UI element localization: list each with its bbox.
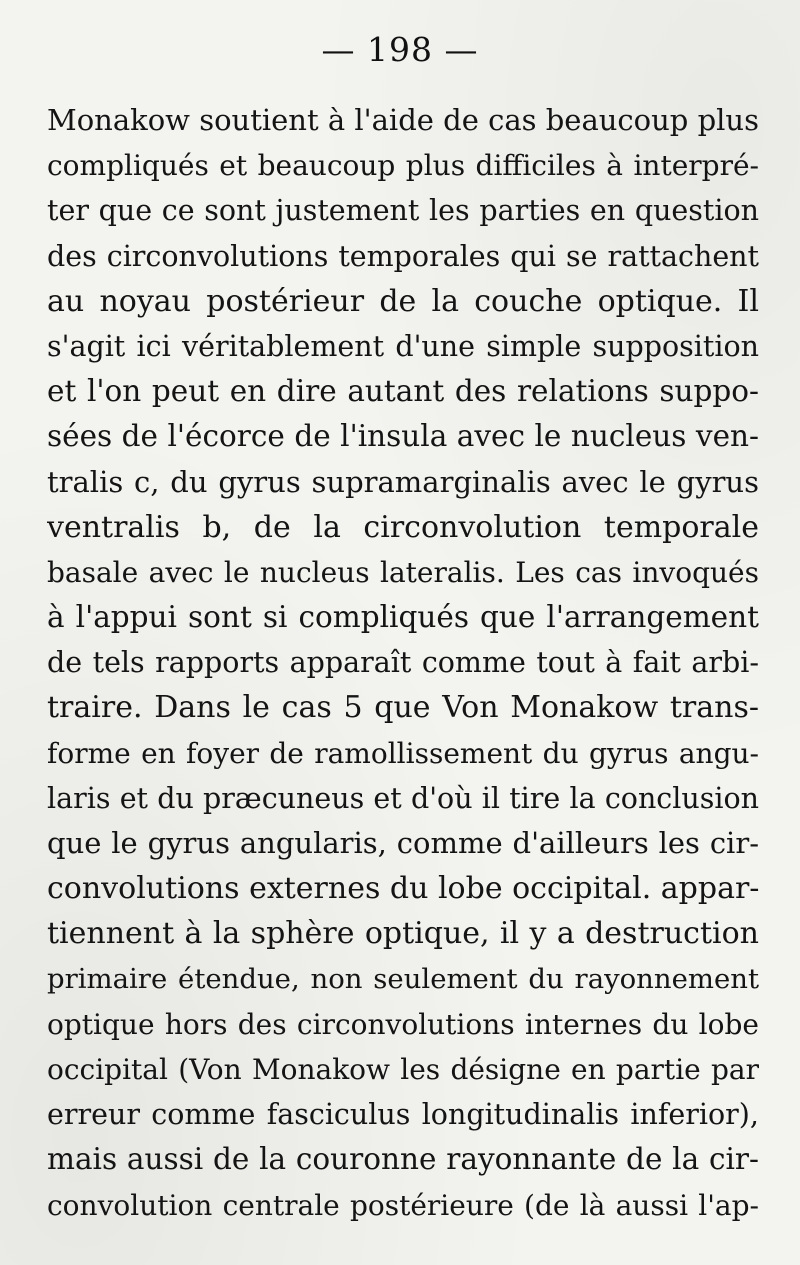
text-line: convolution centrale postérieure (de là aussi l'ap- xyxy=(47,1188,759,1222)
text-line: traire. Dans le cas 5 que Von Monakow trans- xyxy=(47,690,759,726)
text-line: convolutions externes du lobe occipital. appar- xyxy=(47,871,759,907)
text-line: s'agit ici véritablement d'une simple supposition xyxy=(47,329,759,363)
text-line: au noyau postérieur de la couche optique. Il xyxy=(47,283,759,319)
body-text xyxy=(47,98,759,1228)
text-line: laris et du præcuneus et d'où il tire la conclusion xyxy=(47,781,759,815)
text-line: et l'on peut en dire autant des relations suppo- xyxy=(47,374,759,409)
text-line: forme en foyer de ramollissement du gyrus angu- xyxy=(47,736,759,770)
text-line: des circonvolutions temporales qui se rattachent xyxy=(47,239,759,273)
text-line: erreur comme fasciculus longitudinalis inferior), xyxy=(47,1098,759,1132)
text-line: à l'appui sont si compliqués que l'arrangement xyxy=(47,600,759,635)
text-line: ventralis b, de la circonvolution temporale xyxy=(47,509,759,545)
text-line: tralis c, du gyrus supramarginalis avec le gyrus xyxy=(47,464,759,499)
text-line: compliqués et beaucoup plus difficiles à interpré- xyxy=(47,149,759,183)
text-line: optique hors des circonvolutions internes du lobe xyxy=(47,1007,759,1041)
text-line: basale avec le nucleus lateralis. Les cas invoqués xyxy=(47,555,759,589)
text-line: tiennent à la sphère optique, il y a destruction xyxy=(47,916,759,952)
text-line: de tels rapports apparaît comme tout à fait arbi- xyxy=(47,646,759,680)
text-line: ter que ce sont justement les parties en question xyxy=(47,194,759,228)
text-line: sées de l'écorce de l'insula avec le nucleus ven- xyxy=(47,419,759,454)
text-line: Monakow soutient à l'aide de cas beaucoup plus xyxy=(47,103,759,137)
text-line: occipital (Von Monakow les désigne en partie par xyxy=(47,1052,759,1086)
text-line: mais aussi de la couronne rayonnante de la cir- xyxy=(47,1142,759,1177)
page-number: — 198 — xyxy=(321,30,479,69)
text-line: primaire étendue, non seulement du rayonnement xyxy=(47,962,759,995)
text-line: que le gyrus angularis, comme d'ailleurs les cir- xyxy=(47,826,759,860)
